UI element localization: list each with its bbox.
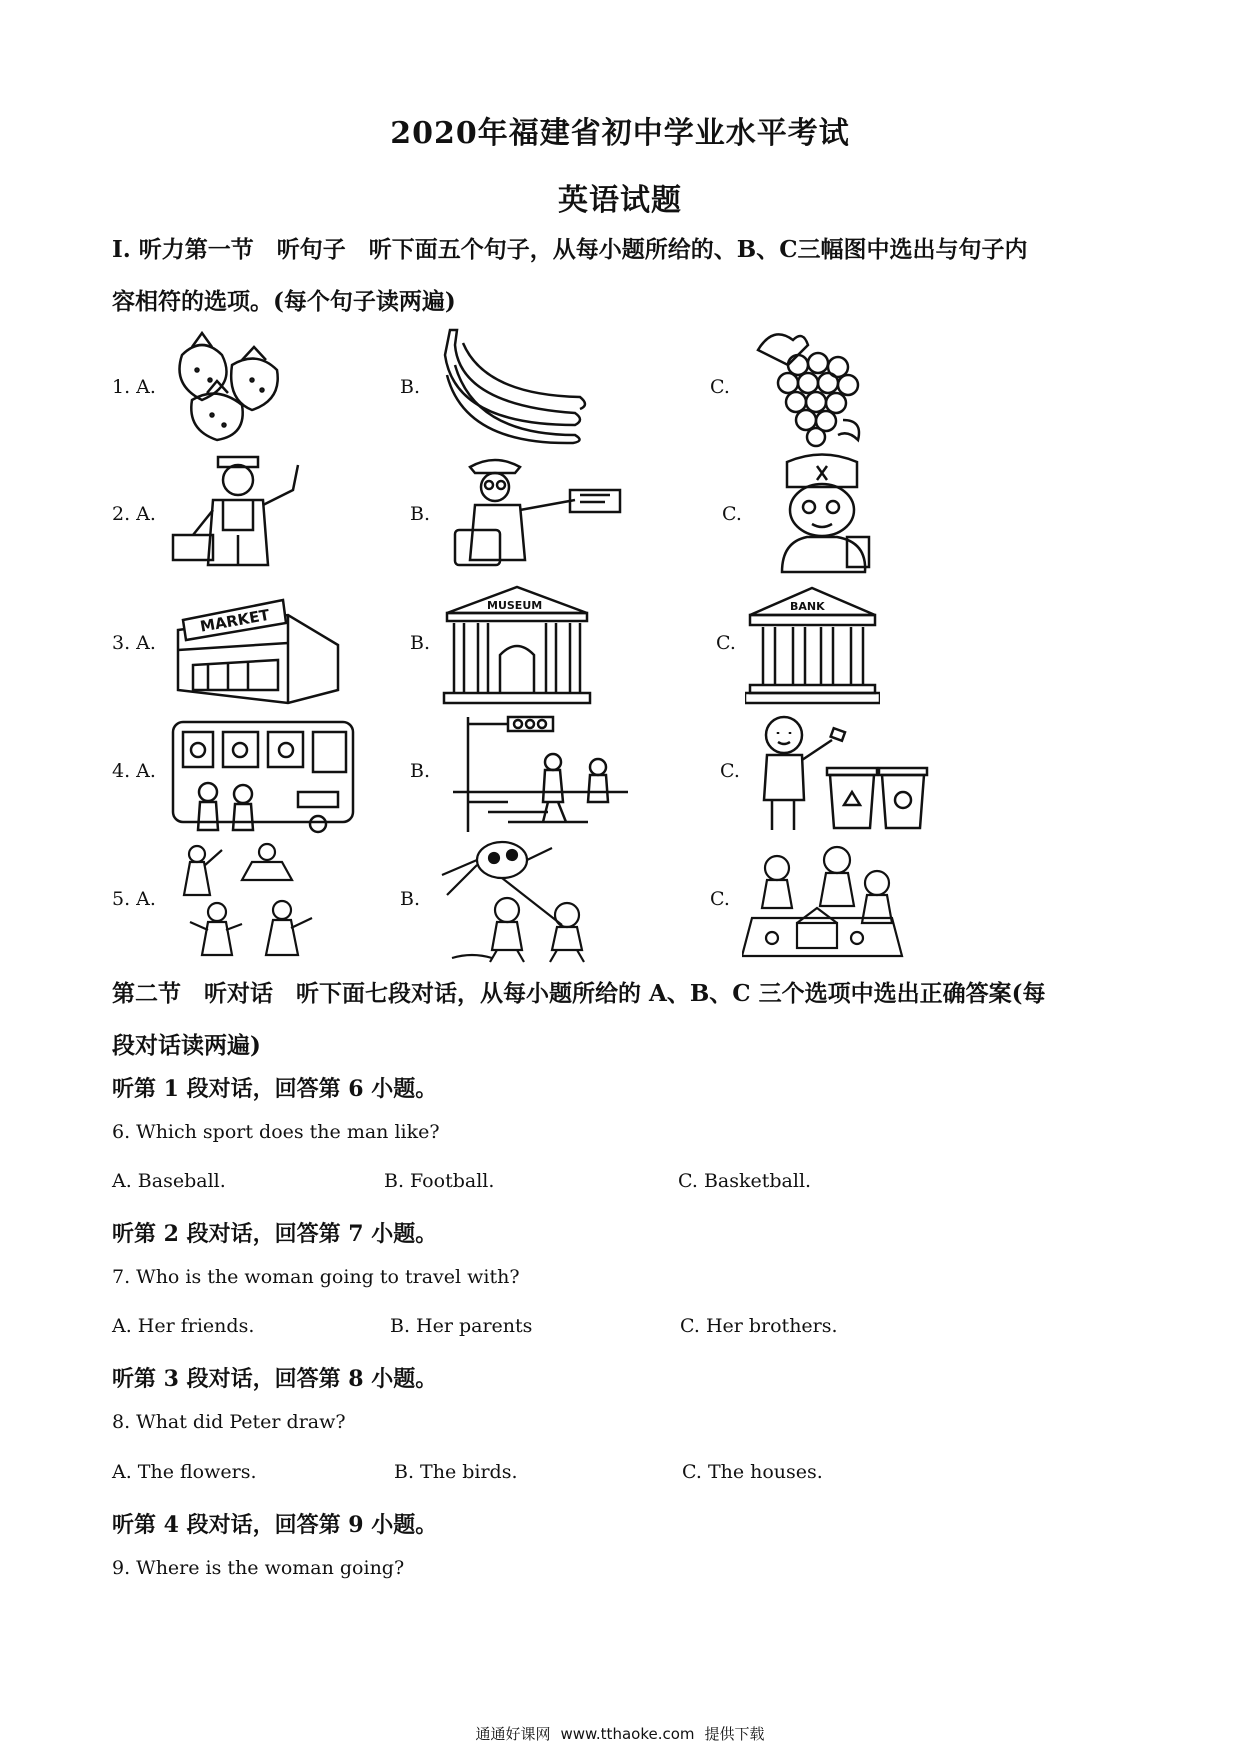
svg-text:MARKET: MARKET <box>198 605 271 636</box>
option-label-b: B. <box>400 888 421 910</box>
option-label-c: C. <box>720 760 740 782</box>
kite-icon <box>432 840 602 965</box>
part1-line2: 容相符的选项。(每个句子读两遍) <box>112 288 456 315</box>
footer <box>0 1723 1240 1744</box>
option-label-b: B. <box>410 760 431 782</box>
question-text: 8. What did Peter draw? <box>112 1411 346 1433</box>
museum-icon <box>442 585 592 705</box>
part2-instructions <box>112 968 1142 1072</box>
footer-site-name: 通通好课网 <box>475 1725 551 1743</box>
option-label-c: C. <box>722 503 742 525</box>
worker-icon <box>168 455 338 575</box>
option-b: B. The birds. <box>394 1461 518 1483</box>
option-label-c: C. <box>716 632 736 654</box>
grapes-icon <box>748 325 873 450</box>
part2-line2: 段对话读两遍) <box>112 1032 261 1059</box>
page-title: 2020年福建省初中学业水平考试 <box>390 116 850 151</box>
option-label-b: B. <box>410 632 431 654</box>
question-text: 9. Where is the woman going? <box>112 1557 405 1579</box>
option-a: A. Her friends. <box>112 1315 255 1337</box>
option-label-a: 3. A. <box>112 632 156 654</box>
picnic-icon <box>742 838 907 963</box>
option-label-a: 4. A. <box>112 760 156 782</box>
bus-icon <box>168 712 358 834</box>
section-heading: 听第 3 段对话，回答第 8 小题。 <box>112 1366 438 1392</box>
section-heading: 听第 4 段对话，回答第 9 小题。 <box>112 1512 438 1538</box>
bananas-icon <box>425 325 595 445</box>
option-b: B. Football. <box>384 1170 495 1192</box>
option-c: C. The houses. <box>682 1461 823 1483</box>
option-a: A. Baseball. <box>112 1170 226 1192</box>
footer-note: 提供下载 <box>704 1725 765 1743</box>
section-heading: 听第 2 段对话，回答第 7 小题。 <box>112 1221 438 1247</box>
part1-instructions <box>112 224 1142 328</box>
strawberries-icon <box>162 325 292 445</box>
question-text: 6. Which sport does the man like? <box>112 1121 440 1143</box>
svg-text:MUSEUM: MUSEUM <box>487 599 543 612</box>
option-label-b: B. <box>400 376 421 398</box>
doctor-icon <box>767 452 877 577</box>
option-label-b: B. <box>410 503 431 525</box>
page-subtitle: 英语试题 <box>558 183 682 218</box>
footer-url[interactable]: www.tthaoke.com <box>560 1725 695 1743</box>
option-a: A. The flowers. <box>112 1461 257 1483</box>
part1-line1: Ⅰ. 听力第一节 听句子 听下面五个句子，从每小题所给的、B、C三幅图中选出与句子内 <box>112 236 1028 263</box>
part2-line1: 第二节 听对话 听下面七段对话，从每小题所给的 A、B、C 三个选项中选出正确答案(每 <box>112 980 1046 1007</box>
option-c: C. Basketball. <box>678 1170 812 1192</box>
recycling-icon <box>752 710 932 835</box>
option-label-c: C. <box>710 376 730 398</box>
option-label-c: C. <box>710 888 730 910</box>
svg-text:BANK: BANK <box>790 600 825 613</box>
section-heading: 听第 1 段对话，回答第 6 小题。 <box>112 1076 438 1102</box>
postman-icon <box>450 455 625 575</box>
bank-icon <box>745 585 880 705</box>
option-label-a: 2. A. <box>112 503 156 525</box>
option-label-a: 1. A. <box>112 376 156 398</box>
market-icon <box>168 585 343 705</box>
option-label-a: 5. A. <box>112 888 156 910</box>
option-c: C. Her brothers. <box>680 1315 838 1337</box>
dancers-icon <box>172 840 322 965</box>
crosswalk-icon <box>448 712 633 837</box>
option-b: B. Her parents <box>390 1315 533 1337</box>
question-text: 7. Who is the woman going to travel with? <box>112 1266 520 1288</box>
